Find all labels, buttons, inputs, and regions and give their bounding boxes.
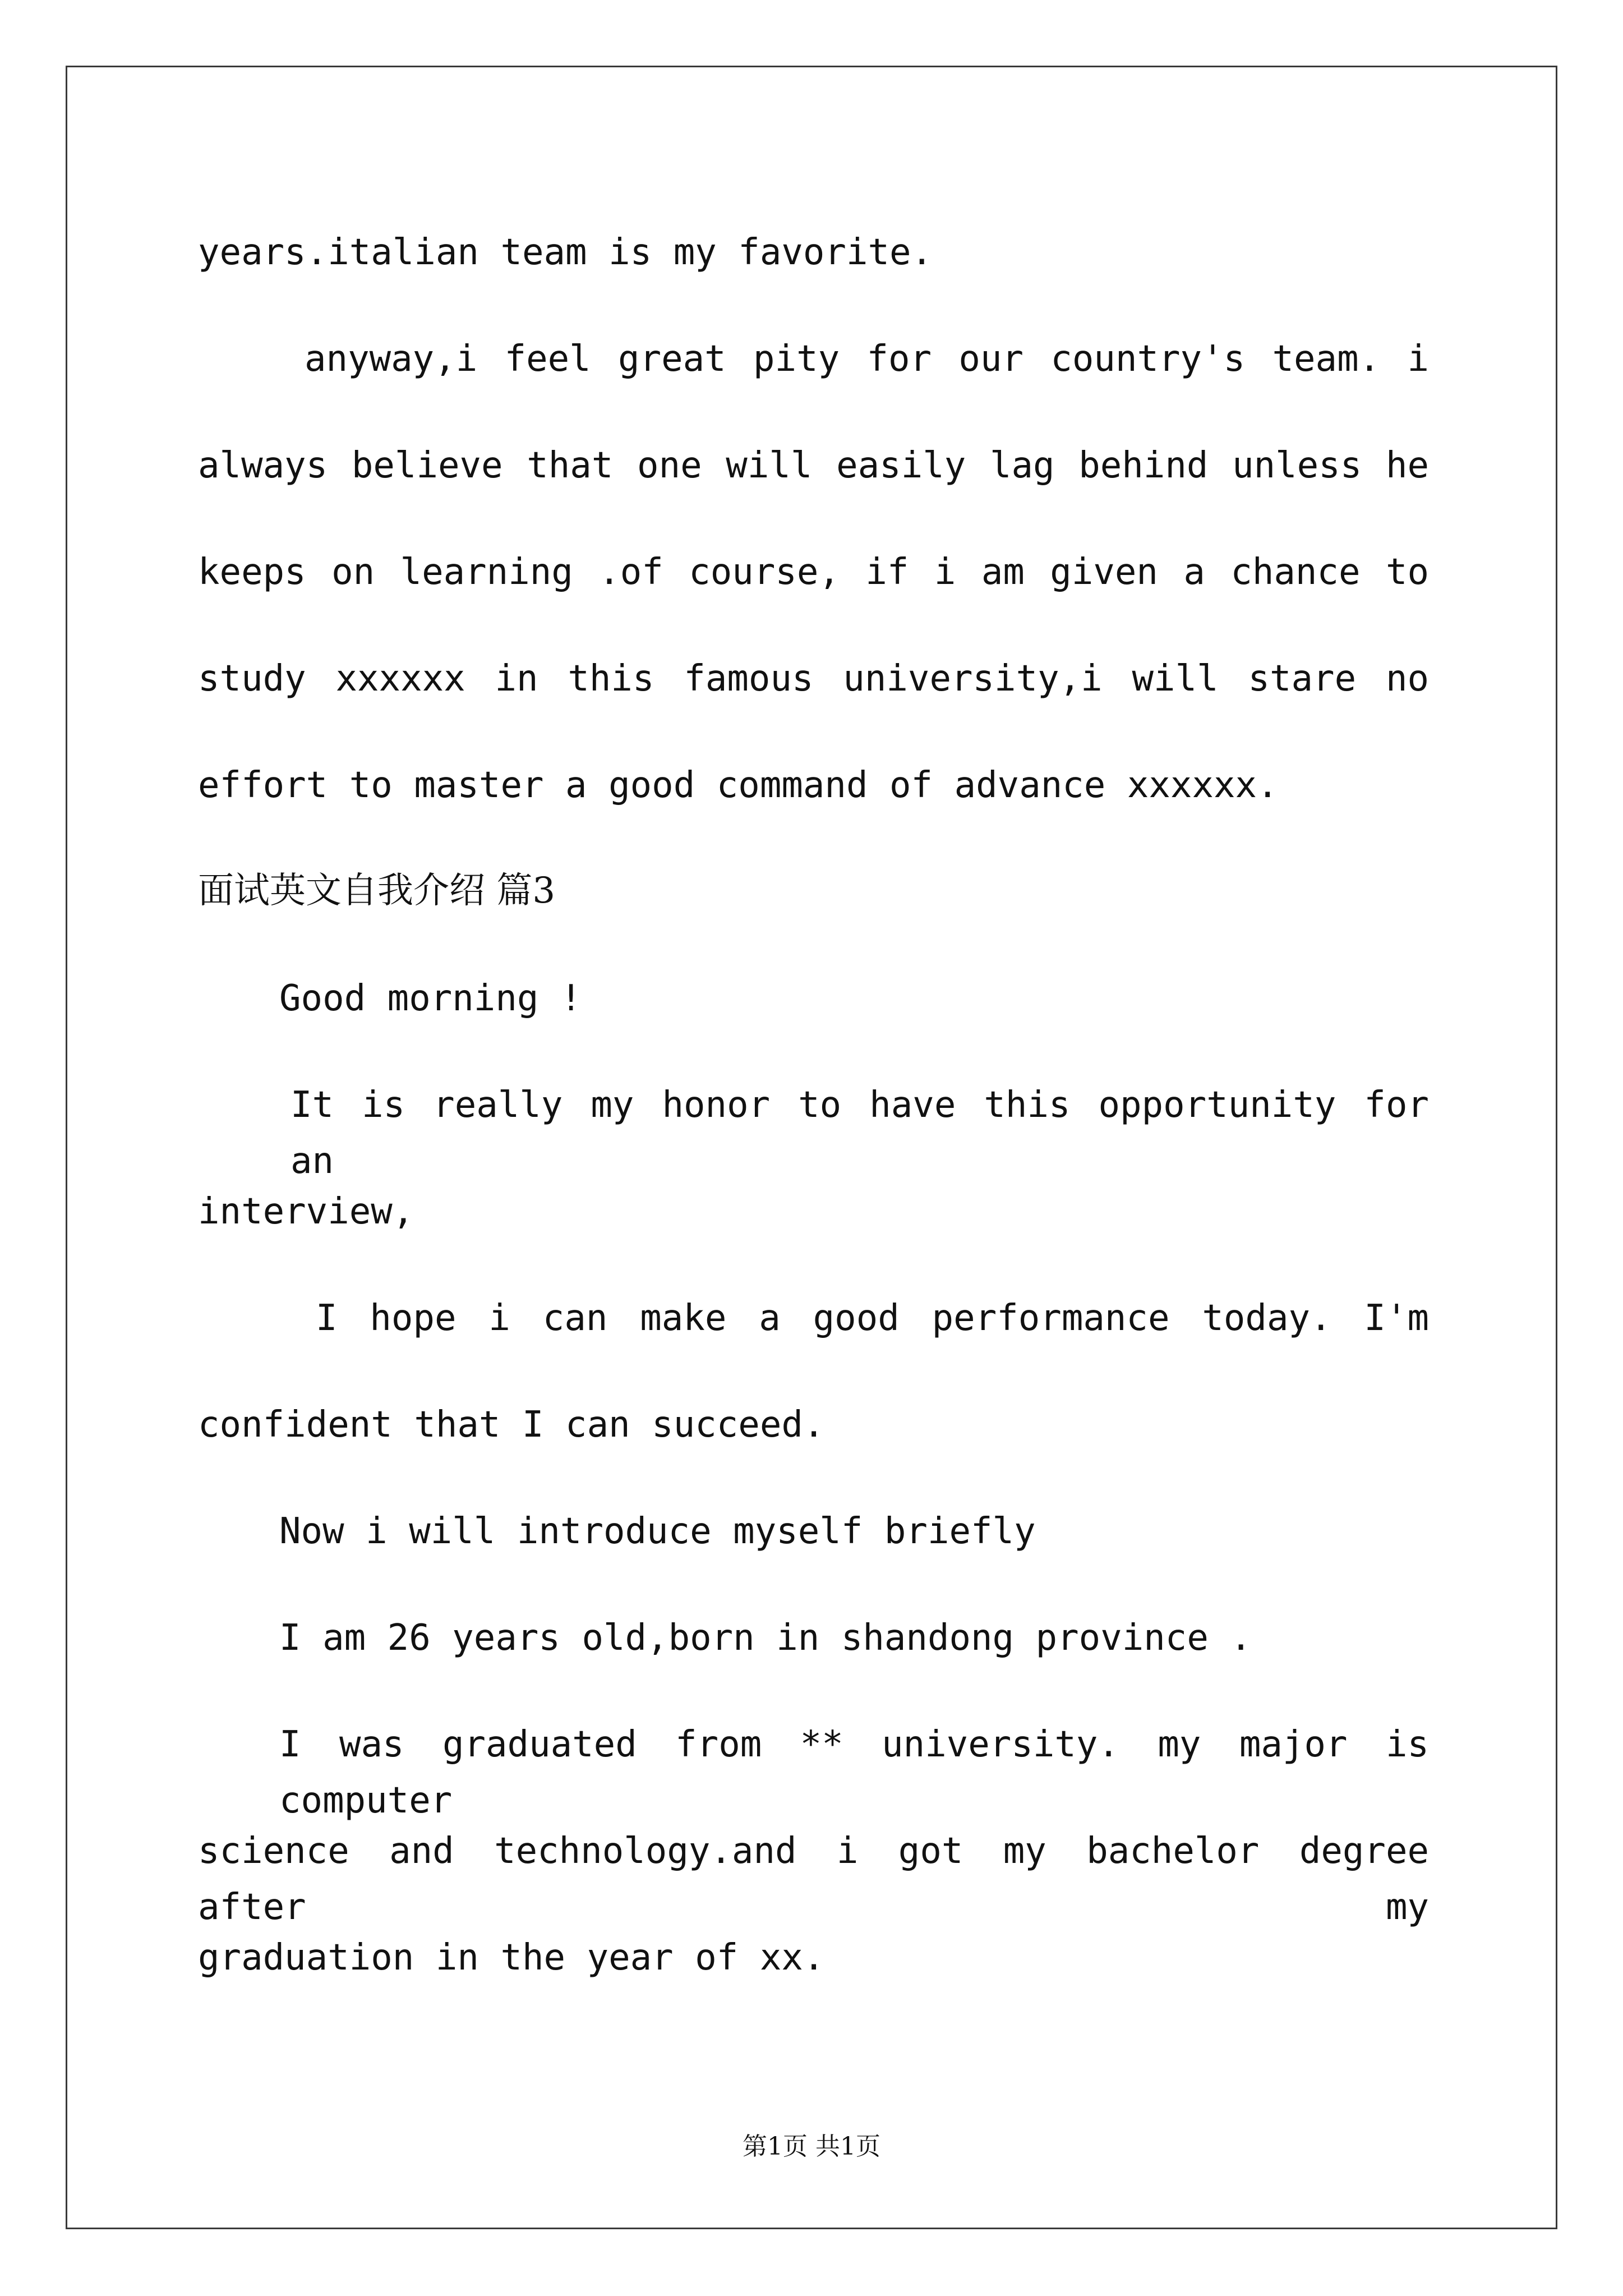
text-line: anyway,i feel great pity for our country's team. i xyxy=(305,338,1429,380)
text-line: science and technology.and i got my bachelor degree after my xyxy=(198,1830,1429,1928)
text-line: interview, xyxy=(198,1191,414,1232)
text-line: graduation in the year of xx. xyxy=(198,1937,825,1978)
page-footer xyxy=(0,2126,1623,2162)
text-line: It is really my honor to have this opportunity for an xyxy=(291,1084,1429,1182)
text-line: Good morning ! xyxy=(279,978,582,1019)
text-line: years.italian team is my favorite. xyxy=(198,232,933,273)
text-line: confident that I can succeed. xyxy=(198,1404,825,1446)
section-heading: 面试英文自我介绍 篇3 xyxy=(198,870,556,912)
text-line: keeps on learning .of course, if i am given a chance to xyxy=(198,551,1429,593)
text-line: I was graduated from ** university. my major is computer xyxy=(279,1724,1429,1821)
text-line: effort to master a good command of advance xxxxxx. xyxy=(198,765,1279,806)
text-line: I hope i can make a good performance today. I'm xyxy=(316,1297,1429,1339)
text-line: Now i will introduce myself briefly xyxy=(279,1511,1036,1552)
text-line: I am 26 years old,born in shandong province . xyxy=(279,1617,1252,1659)
page-number-label: 第1页 共1页 xyxy=(743,2132,880,2161)
text-line: study xxxxxx in this famous university,i will stare no xyxy=(198,658,1429,700)
text-line: always believe that one will easily lag behind unless he xyxy=(198,445,1429,486)
